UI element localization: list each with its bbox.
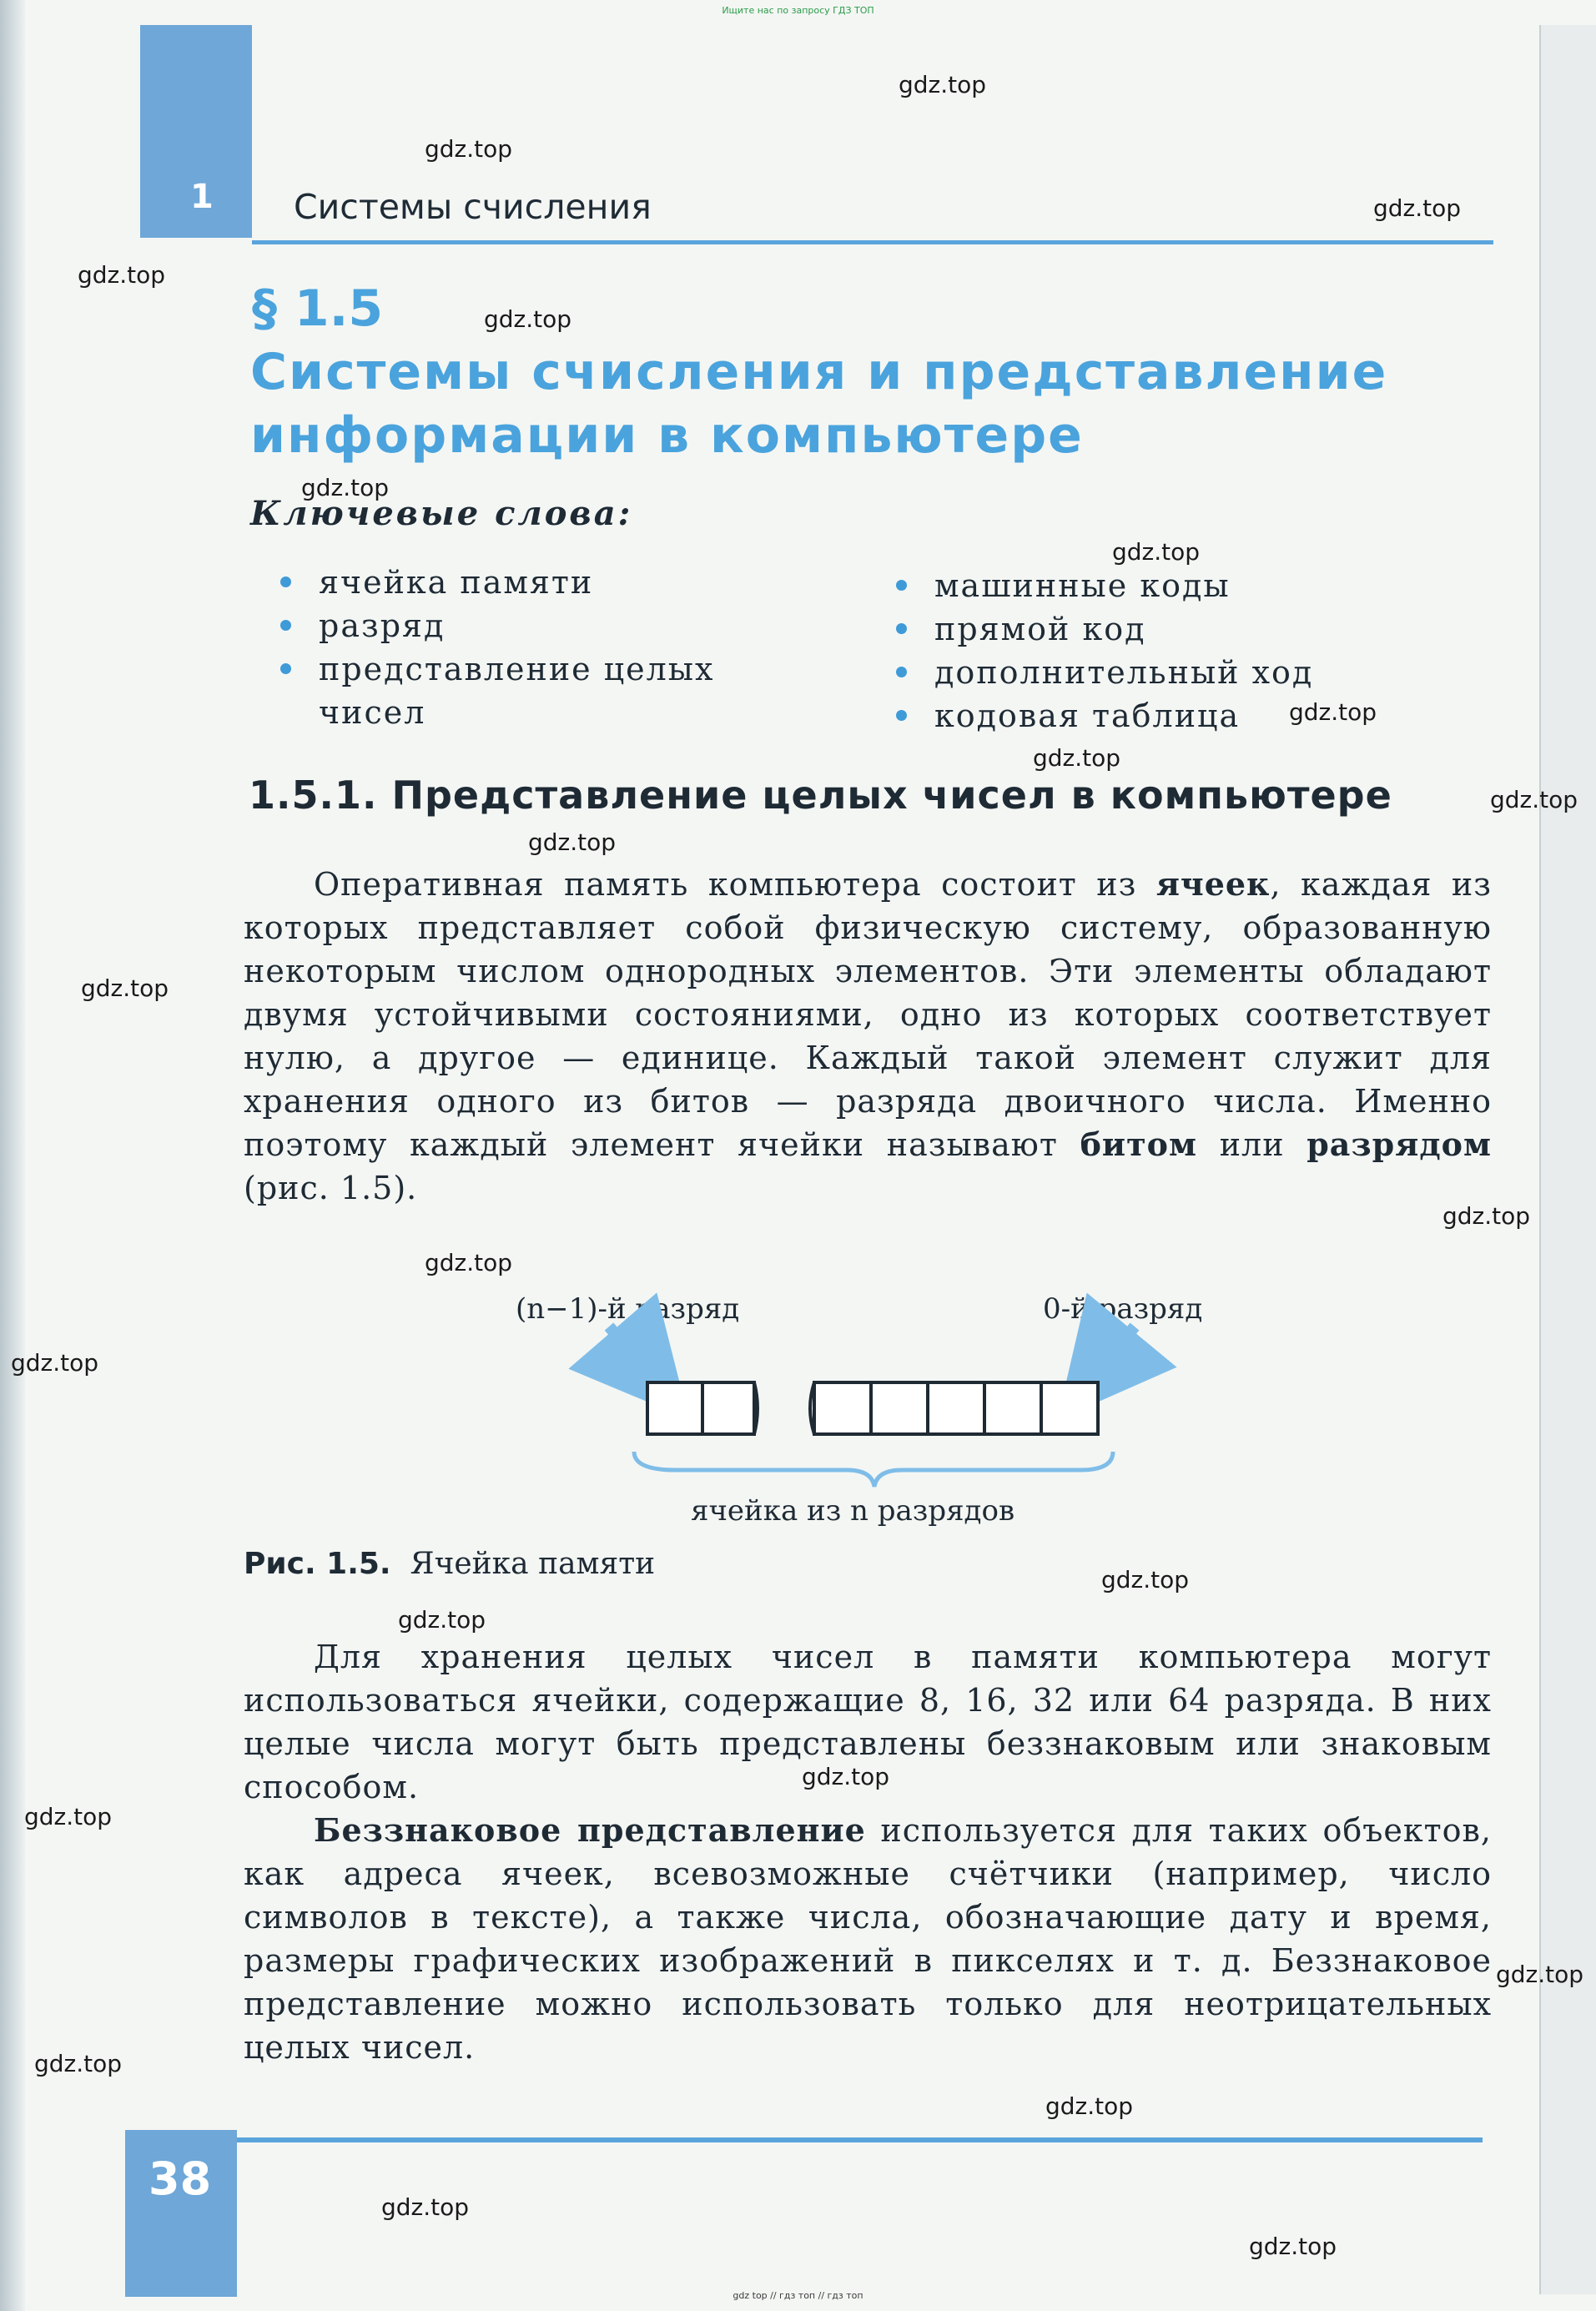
watermark: gdz.top xyxy=(899,71,987,98)
watermark: gdz.top xyxy=(301,474,390,501)
body-paragraph-1: Оперативная память компьютера состоит из ячеек, каждая из которых представляет собой физическую систему, образованную некоторым числом однородных элементов. Эти элементы обладают двумя устойчивыми состояниями, одно из которых соответствует нулю, а другое — единице. Каждый такой элемент служит для хранения одного из битов — разряда двоичного числа. Именно поэтому каждый элемент ячейки называют битом или разрядом (рис. 1.5). xyxy=(244,865,1493,1206)
keyword-item: представление целых чисел xyxy=(250,647,784,734)
watermark: gdz.top xyxy=(1442,1202,1531,1230)
keywords-list-left xyxy=(250,561,784,734)
cell-label: ячейка из n разрядов xyxy=(691,1494,1015,1528)
watermark: gdz.top xyxy=(1112,538,1201,566)
left-page-edge xyxy=(0,0,25,2311)
cell-right-part xyxy=(814,1382,1098,1434)
watermark: gdz.top xyxy=(1249,2233,1337,2260)
top-banner: Ищите нас по запросу ГДЗ ТОП xyxy=(722,5,874,16)
memory-cell-figure xyxy=(467,1276,1268,1535)
right-arrow xyxy=(1095,1327,1135,1375)
bullet-icon xyxy=(280,576,291,587)
watermark: gdz.top xyxy=(1490,786,1578,813)
left-bit-label: (n−1)-й разряд xyxy=(516,1292,740,1326)
keyword-item: машинные коды xyxy=(866,564,1467,607)
watermark: gdz.top xyxy=(425,135,513,163)
bullet-icon xyxy=(896,580,907,591)
cell-left-part xyxy=(647,1382,754,1434)
watermark: gdz.top xyxy=(78,261,166,289)
watermark: gdz.top xyxy=(381,2193,470,2221)
watermark: gdz.top xyxy=(528,828,617,856)
watermark: gdz.top xyxy=(11,1349,99,1377)
keyword-item: кодовая таблица xyxy=(866,694,1467,738)
watermark: gdz.top xyxy=(484,305,572,333)
keyword-item: дополнительный ход xyxy=(866,651,1467,694)
keyword-item: разряд xyxy=(250,604,784,647)
keyword-item: ячейка памяти xyxy=(250,561,784,604)
bullet-icon xyxy=(896,623,907,634)
bullet-icon xyxy=(280,620,291,631)
watermark: gdz.top xyxy=(398,1606,486,1634)
watermark: gdz.top xyxy=(24,1803,113,1830)
right-bit-label: 0-й разряд xyxy=(1043,1292,1203,1326)
cell-brace xyxy=(634,1452,1113,1487)
chapter-number: 1 xyxy=(190,178,214,216)
watermark: gdz.top xyxy=(1101,1566,1190,1594)
page-number: 38 xyxy=(149,2152,212,2205)
watermark: gdz.top xyxy=(34,2050,123,2077)
figure-caption: Рис. 1.5. Ячейка памяти xyxy=(244,1547,656,1581)
chapter-title: Системы счисления xyxy=(294,187,652,227)
watermark: gdz.top xyxy=(81,974,169,1002)
keyword-item: прямой код xyxy=(866,607,1467,651)
section-title: 1.5.1. Представление целых чисел в компьютере xyxy=(249,773,1392,818)
bullet-icon xyxy=(896,710,907,721)
watermark: gdz.top xyxy=(1045,2092,1134,2120)
chapter-rule xyxy=(252,240,1493,244)
right-page-edge xyxy=(1539,25,1596,2294)
watermark: gdz.top xyxy=(1373,194,1462,222)
watermark: gdz.top xyxy=(1496,1961,1584,1988)
left-arrow xyxy=(609,1327,651,1375)
paragraph-title: Системы счисления и представление информации в компьютере xyxy=(250,343,1388,465)
bottom-banner: gdz top // гдз топ // гдз топ xyxy=(733,2290,863,2301)
keywords-label: Ключевые слова: xyxy=(250,494,633,533)
watermark: gdz.top xyxy=(802,1763,890,1790)
paragraph-number: § 1.5 xyxy=(252,279,384,338)
watermark: gdz.top xyxy=(425,1249,513,1276)
bullet-icon xyxy=(896,667,907,677)
watermark: gdz.top xyxy=(1289,698,1377,726)
body-paragraph-2: Для хранения целых чисел в памяти компьютера могут использоваться ячейки, содержащие 8, 16, 32 или 64 разряда. В них целые числа могут быть представлены беззнаковым или знаковым способом. Беззнаковое представление используется для таких объектов, как адреса ячеек, всевозможные счётчики (например, число символов в тексте), а также числа, обозначающие дату и время, размеры графических изображений в пикселях и т. д. Беззнаковое представление можно использовать только для неотрицательных целых чисел. xyxy=(244,1639,1492,2066)
bullet-icon xyxy=(280,663,291,674)
page-bottom-rule xyxy=(237,2137,1483,2142)
watermark: gdz.top xyxy=(1033,744,1121,772)
